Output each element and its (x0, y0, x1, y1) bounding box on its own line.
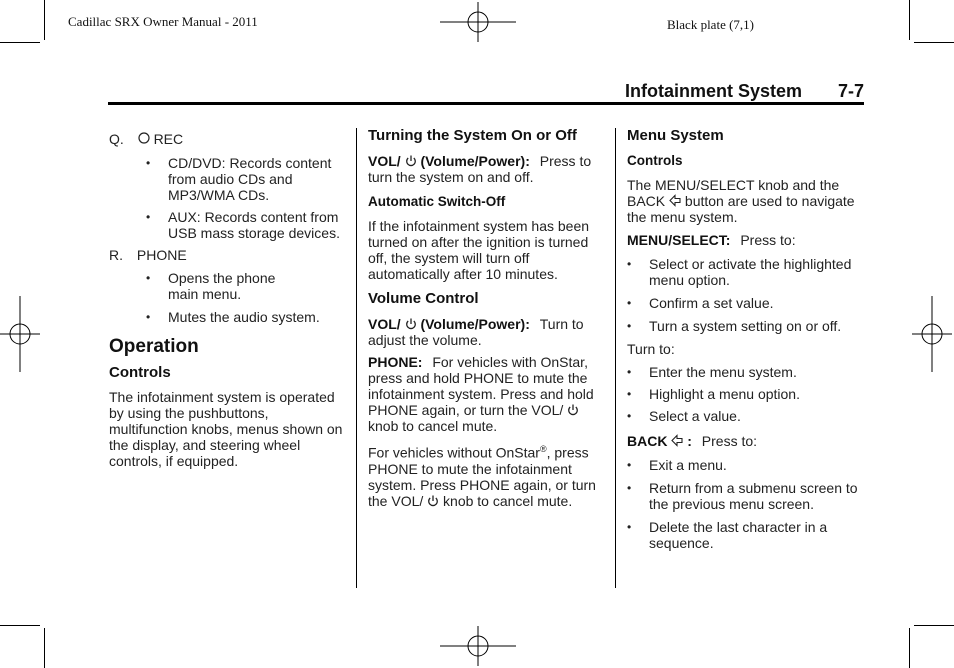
list-item: • AUX: Records content from USB mass storage devices. (146, 209, 340, 241)
header-rule (108, 102, 864, 105)
turn-bullet-list (627, 364, 867, 424)
list-item: • Confirm a set value. (627, 295, 774, 311)
menu-select-paragraph: MENU/SELECT: Press to: (627, 232, 796, 248)
intro-paragraph: The MENU/SELECT knob and the BACK button are used to navigate the menu system. (627, 177, 855, 225)
power-icon (405, 318, 417, 330)
list-item: • Highlight a menu option. (627, 386, 800, 402)
registration-mark-top (440, 2, 516, 42)
r-bullet-list (146, 270, 349, 325)
turning-heading: Turning the System On or Off (368, 127, 577, 144)
auto-off-text: If the infotainment system has been turned on after the ignition is turned off, the system will turn off automatically after 10 minutes. (368, 218, 590, 282)
back-arrow-icon (669, 194, 681, 207)
registered-mark: ® (539, 444, 547, 454)
record-circle-icon (138, 132, 150, 144)
section-header (600, 81, 864, 103)
section-title: Infotainment System (625, 81, 803, 101)
list-item: • Select a value. (627, 408, 741, 424)
item-r-letter: R. (109, 247, 123, 263)
registration-mark-bottom (440, 626, 516, 666)
registration-mark-right (912, 296, 952, 372)
power-icon (405, 155, 417, 167)
item-q (109, 131, 349, 147)
column-divider-1 (356, 128, 357, 588)
list-item: • Enter the menu system. (627, 364, 797, 380)
auto-off-heading: Automatic Switch-Off (368, 194, 506, 209)
press-bullet-list (627, 256, 867, 334)
list-item: • Exit a menu. (627, 457, 727, 473)
item-r (109, 247, 349, 263)
phone-paragraph: PHONE: For vehicles with OnStar, press and hold PHONE to mute the infotainment system. Press and hold PHONE again, or turn the VOL/ knob to cancel mute. (368, 354, 594, 434)
list-item: • Turn a system setting on or off. (627, 318, 842, 334)
no-onstar-paragraph: For vehicles without OnStar®, press PHONE to mute the infotainment system. Press PHONE again, or turn the VOL/ knob to cancel mute. (368, 444, 596, 509)
page-number: 7-7 (837, 81, 864, 101)
list-item: • Mutes the audio system. (146, 309, 320, 325)
list-item: • Select or activate the highlighted menu option. (627, 256, 852, 288)
menu-system-heading: Menu System (627, 127, 724, 144)
column-3 (627, 128, 867, 551)
item-q-letter: Q. (109, 131, 124, 147)
controls-heading: Controls (109, 364, 171, 381)
power-icon (427, 495, 439, 507)
controls-heading: Controls (627, 153, 683, 168)
list-item: • Delete the last character in a sequence. (627, 519, 828, 551)
list-item: • Return from a submenu screen to the previous menu screen. (627, 480, 858, 512)
item-r-label: PHONE (136, 247, 187, 263)
q-bullet-list (146, 155, 349, 241)
column-1 (109, 128, 349, 469)
plate-label: Black plate (7,1) (667, 17, 754, 32)
turn-to-label: Turn to: (627, 341, 675, 357)
manual-title: Cadillac SRX Owner Manual - 2011 (68, 14, 258, 29)
vol-power-paragraph: VOL/ (Volume/Power): Press to turn the system on and off. (368, 153, 592, 185)
vol-adjust-paragraph: VOL/ (Volume/Power): Turn to adjust the volume. (368, 316, 584, 348)
operation-heading: Operation (109, 336, 199, 357)
list-item: • CD/DVD: Records content from audio CDs and MP3/WMA CDs. (146, 155, 332, 203)
list-item: • Opens the phone main menu. (146, 270, 276, 302)
back-arrow-icon (671, 434, 683, 447)
item-q-label: REC (153, 131, 184, 147)
registration-mark-left (0, 296, 40, 372)
back-paragraph: BACK : Press to: (627, 433, 758, 449)
volume-heading: Volume Control (368, 290, 479, 307)
column-2 (368, 128, 608, 509)
power-icon (567, 404, 579, 416)
back-bullet-list (627, 457, 867, 551)
controls-text: The infotainment system is operated by using the pushbuttons, multifunction knobs, menus shown on the display, and steering wheel controls, if equipped. (109, 389, 343, 469)
column-divider-2 (615, 128, 616, 588)
